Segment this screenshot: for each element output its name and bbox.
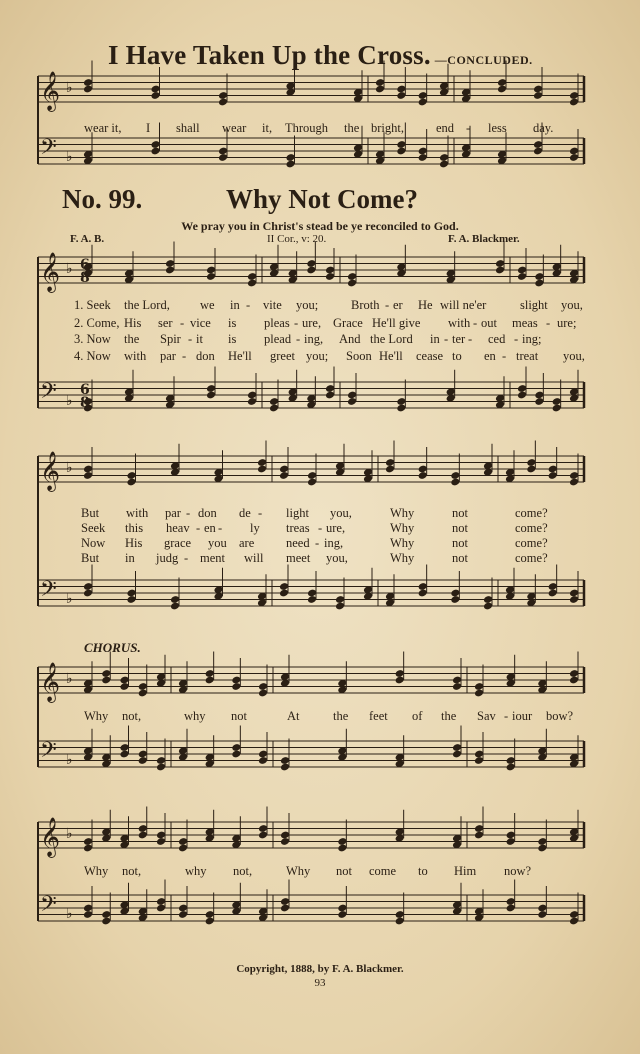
treble-clef-icon: 𝄞: [40, 817, 61, 857]
credit-initials: F. A. B.: [70, 233, 105, 245]
lyric-syllable: Why: [390, 551, 415, 565]
flat-icon: ♭: [66, 826, 73, 842]
lyric-syllable: grace: [164, 536, 192, 550]
lyric-syllable: vice: [190, 316, 211, 330]
time-signature: 6: [80, 257, 90, 273]
treble-clef-icon: 𝄞: [40, 252, 61, 292]
lyric-syllable: vite: [263, 298, 282, 312]
copyright-notice: Copyright, 1888, by F. A. Blackmer.: [236, 963, 404, 975]
lyric-syllable: in: [230, 298, 240, 312]
lyric-syllable: I: [146, 121, 151, 135]
flat-icon: ♭: [66, 591, 73, 607]
lyric-syllable: the Lord: [370, 332, 413, 346]
lyric-syllable: iour: [512, 709, 533, 723]
flat-icon: ♭: [66, 752, 73, 768]
lyric-syllable: why: [184, 709, 206, 723]
treble-clef-icon: 𝄞: [40, 451, 61, 491]
lyric-syllable: 1. Seek: [74, 298, 111, 312]
bass-clef-icon: 𝄢: [40, 738, 57, 768]
bass-clef-icon: 𝄢: [40, 379, 57, 409]
lyric-syllable: -: [444, 332, 449, 346]
lyric-syllable: But: [81, 506, 100, 520]
lyric-syllable: is: [228, 316, 237, 330]
lyric-syllable: ure,: [302, 316, 322, 330]
verse-2-line-a: [0, 316, 640, 331]
lyric-syllable: He'll give: [372, 316, 421, 330]
flat-icon: ♭: [66, 149, 73, 165]
lyric-syllable: feet: [369, 709, 388, 723]
lyric-syllable: come?: [515, 506, 548, 520]
verse-4-line-a: [0, 349, 640, 364]
lyric-syllable: -: [188, 332, 193, 346]
lyric-syllable: it: [196, 332, 203, 346]
bass-clef-icon: 𝄢: [40, 135, 57, 165]
lyric-syllable: the: [124, 332, 140, 346]
hymn-title: Why Not Come?: [226, 184, 418, 214]
lyric-syllable: Him: [454, 864, 477, 878]
lyric-syllable: -: [294, 316, 299, 330]
lyric-syllable: you: [208, 536, 227, 550]
lyric-syllable: -: [504, 709, 509, 723]
verse-3-line-a: [0, 332, 640, 347]
time-signature: 8: [80, 270, 90, 286]
lyric-syllable: is: [228, 332, 237, 346]
lyric-syllable: less: [488, 121, 507, 135]
lyric-syllable: -: [196, 521, 201, 535]
lyric-syllable: need: [286, 536, 310, 550]
verse-2-line-b: [0, 521, 640, 536]
top-title-text: I Have Taken Up the Cross.: [108, 40, 431, 70]
epigraph: We pray you in Christ's stead be ye reconciled to God.: [181, 219, 459, 233]
lyric-syllable: ter: [452, 332, 466, 346]
treble-clef-icon: 𝄞: [40, 71, 61, 111]
lyric-syllable: not,: [122, 864, 142, 878]
composer-credit: F. A. Blackmer.: [448, 233, 520, 245]
lyric-syllable: -: [468, 332, 473, 346]
lyric-syllable: come?: [515, 551, 548, 565]
time-signature: 6: [80, 382, 90, 398]
lyric-syllable: you,: [330, 506, 352, 520]
lyric-syllable: ser: [158, 316, 173, 330]
lyric-syllable: At: [287, 709, 300, 723]
lyric-syllable: ced: [488, 332, 506, 346]
lyric-syllable: Now: [81, 536, 106, 550]
lyric-syllable: not: [452, 551, 468, 565]
lyric-syllable: par: [160, 349, 176, 363]
lyric-syllable: Why: [390, 536, 415, 550]
time-signature: 8: [80, 395, 90, 411]
lyric-syllable: pleas: [264, 316, 290, 330]
lyric-syllable: en: [204, 521, 216, 535]
lyric-syllable: Broth: [351, 298, 380, 312]
lyric-syllable: Through: [285, 121, 329, 135]
lyric-syllable: meet: [286, 551, 311, 565]
lyric-syllable: greet: [270, 349, 295, 363]
scripture-reference: II Cor., v: 20.: [267, 233, 327, 245]
flat-icon: ♭: [66, 393, 73, 409]
verse-1-line-b: [0, 506, 640, 521]
top-lyric-line: [0, 121, 640, 136]
lyric-syllable: -: [186, 506, 191, 520]
lyric-syllable: -: [182, 349, 187, 363]
lyric-syllable: ing;: [522, 332, 542, 346]
lyric-syllable: judg: [156, 551, 179, 565]
lyric-syllable: this: [125, 521, 144, 535]
lyric-syllable: Why: [84, 864, 109, 878]
lyric-syllable: en: [484, 349, 496, 363]
lyric-syllable: Why: [390, 506, 415, 520]
lyric-syllable: the: [344, 121, 360, 135]
lyric-syllable: de: [239, 506, 251, 520]
lyric-syllable: 3. Now: [74, 332, 111, 346]
lyric-syllable: -: [385, 298, 390, 312]
lyric-syllable: And: [339, 332, 361, 346]
lyric-syllable: it,: [262, 121, 273, 135]
lyric-syllable: Seek: [81, 521, 106, 535]
lyric-syllable: not: [452, 506, 468, 520]
lyric-syllable: with: [448, 316, 471, 330]
lyric-syllable: 2. Come,: [74, 316, 120, 330]
lyric-syllable: bow?: [546, 709, 574, 723]
lyric-syllable: -: [258, 506, 263, 520]
lyric-syllable: now?: [504, 864, 532, 878]
bass-clef-icon: 𝄢: [40, 577, 57, 607]
treble-clef-icon: 𝄞: [40, 662, 61, 702]
lyric-syllable: -: [514, 332, 519, 346]
lyric-syllable: why: [185, 864, 207, 878]
chorus-label: CHORUS.: [84, 640, 141, 655]
lyric-syllable: you;: [306, 349, 329, 363]
lyric-syllable: are: [239, 536, 255, 550]
lyric-syllable: -: [473, 316, 478, 330]
lyric-syllable: But: [81, 551, 100, 565]
lyric-syllable: not,: [122, 709, 142, 723]
lyric-syllable: -: [466, 121, 471, 135]
lyric-syllable: -: [296, 332, 301, 346]
lyric-syllable: wear it,: [84, 121, 122, 135]
lyric-syllable: ing,: [324, 536, 344, 550]
lyric-syllable: you;: [296, 298, 319, 312]
lyric-syllable: the: [333, 709, 349, 723]
lyric-syllable: He: [418, 298, 433, 312]
lyric-syllable: plead: [264, 332, 292, 346]
lyric-syllable: -: [502, 349, 507, 363]
lyric-syllable: will ne'er: [440, 298, 487, 312]
lyric-syllable: wear: [222, 121, 247, 135]
lyric-syllable: treat: [516, 349, 539, 363]
lyric-syllable: Why: [286, 864, 311, 878]
chorus-lyric-line-2: [0, 864, 640, 879]
lyric-syllable: to: [452, 349, 462, 363]
lyric-syllable: par: [165, 506, 181, 520]
lyric-syllable: ure,: [326, 521, 346, 535]
lyric-syllable: Soon: [346, 349, 372, 363]
lyric-syllable: Why: [84, 709, 109, 723]
lyric-syllable: meas: [512, 316, 538, 330]
lyric-syllable: don: [196, 349, 215, 363]
lyric-syllable: light: [286, 506, 309, 520]
lyric-syllable: Sav: [477, 709, 496, 723]
lyric-syllable: you,: [561, 298, 583, 312]
lyric-syllable: ure;: [557, 316, 577, 330]
lyric-syllable: -: [546, 316, 551, 330]
lyric-syllable: Why: [390, 521, 415, 535]
flat-icon: ♭: [66, 80, 73, 96]
verse-4-line-b: [0, 551, 640, 566]
lyric-syllable: -: [246, 298, 251, 312]
chorus-lyric-line-1: [0, 709, 640, 724]
flat-icon: ♭: [66, 906, 73, 922]
lyric-syllable: Spir: [160, 332, 181, 346]
lyric-syllable: out: [481, 316, 497, 330]
lyric-syllable: the: [441, 709, 457, 723]
lyric-syllable: not: [336, 864, 352, 878]
lyric-syllable: ment: [200, 551, 225, 565]
lyric-syllable: His: [125, 536, 143, 550]
lyric-syllable: -: [318, 521, 323, 535]
lyric-syllable: will: [244, 551, 264, 565]
hymn-number: No. 99.: [62, 184, 143, 214]
top-title-suffix: —CONCLUDED.: [434, 53, 533, 67]
lyric-syllable: He'll: [228, 349, 252, 363]
lyric-syllable: He'll: [379, 349, 403, 363]
lyric-syllable: slight: [520, 298, 548, 312]
lyric-syllable: end: [436, 121, 455, 135]
lyric-syllable: ly: [250, 521, 260, 535]
lyric-syllable: with: [124, 349, 147, 363]
lyric-syllable: His: [124, 316, 142, 330]
lyric-syllable: the Lord,: [124, 298, 170, 312]
verse-3-line-b: [0, 536, 640, 551]
lyric-syllable: not: [452, 536, 468, 550]
lyric-syllable: heav: [166, 521, 190, 535]
lyric-syllable: you,: [563, 349, 585, 363]
lyric-syllable: in: [125, 551, 135, 565]
lyric-syllable: come: [369, 864, 397, 878]
lyric-syllable: -: [184, 551, 189, 565]
lyric-syllable: -: [315, 536, 320, 550]
lyric-syllable: shall: [176, 121, 200, 135]
bass-clef-icon: 𝄢: [40, 892, 57, 922]
lyric-syllable: of: [412, 709, 423, 723]
lyric-syllable: in: [430, 332, 440, 346]
lyric-syllable: not: [231, 709, 247, 723]
lyric-syllable: we: [200, 298, 215, 312]
lyric-syllable: day.: [533, 121, 554, 135]
lyric-syllable: not,: [233, 864, 253, 878]
lyric-syllable: cease: [416, 349, 444, 363]
lyric-syllable: Grace: [333, 316, 363, 330]
lyric-syllable: with: [126, 506, 149, 520]
flat-icon: ♭: [66, 460, 73, 476]
lyric-syllable: bright,: [371, 121, 404, 135]
page-number: 93: [314, 977, 326, 989]
lyric-syllable: ing,: [304, 332, 324, 346]
verse-1-line-a: [0, 298, 640, 313]
lyric-syllable: come?: [515, 521, 548, 535]
lyric-syllable: er: [393, 298, 403, 312]
lyric-syllable: 4. Now: [74, 349, 111, 363]
lyric-syllable: don: [198, 506, 217, 520]
lyric-syllable: to: [418, 864, 428, 878]
lyric-syllable: not: [452, 521, 468, 535]
lyric-syllable: -: [218, 521, 223, 535]
lyric-syllable: -: [180, 316, 185, 330]
lyric-syllable: come?: [515, 536, 548, 550]
lyric-syllable: treas: [286, 521, 310, 535]
flat-icon: ♭: [66, 261, 73, 277]
flat-icon: ♭: [66, 671, 73, 687]
lyric-syllable: you,: [326, 551, 348, 565]
